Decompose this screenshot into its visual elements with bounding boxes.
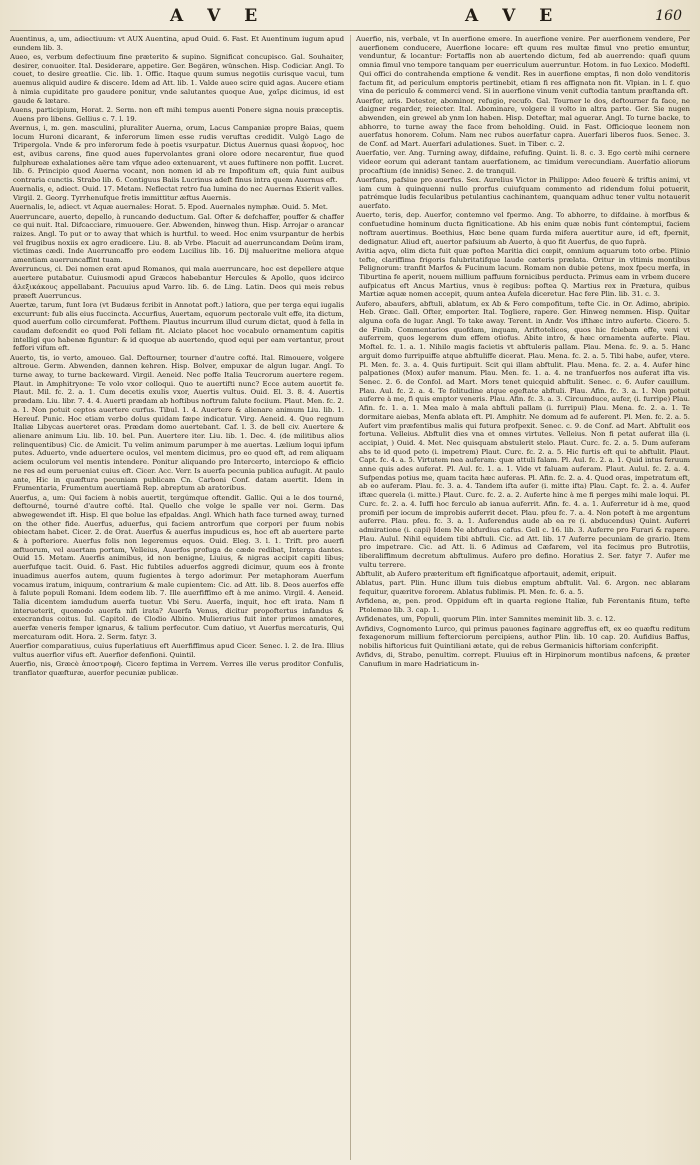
- dictionary-entry: Ablatus, part. Plin. Hunc illum tuis diebus emptum abftulit. Val. 6. Argon. nec ablaram fequitur, quæritve fororem. Ablatus fublimis. Pl. Men. fc. 6. a. 5.: [356, 579, 690, 597]
- dictionary-entry: Abftulit, ab Aufero præteritum eft fignificatque afportauit, ademit, eripuit.: [356, 570, 617, 579]
- left-column: [10, 35, 344, 1160]
- dictionary-entry: Auens, participium, Horat. 2. Serm. non eft mihi tempus auenti Ponere signa nouis præceptis. Auens pro libens. Gellius c. 7. l. 19.: [10, 105, 344, 123]
- text-columns: [10, 35, 690, 1160]
- dictionary-entry: Avfidena, æ, pen. prod. Oppidum eft in quarta regione Italiæ, fub Ferentanis fitum, tefte Ptolemao lib. 3. cap. 1.: [356, 597, 690, 615]
- dictionary-entry: Auerto, teris, dep. Auerfor, contemno vel fpermo. Ang. To abhorre, to difdaine. à morfbus & confuetudine hominum ducta figniticatione. Ab his enim quæ nobis funt cóntemptui, faciem noftram auertimus. Boethius, Hæc bene quam furda mifera auertitur aure, id eft, fpernit, dedignatur. Aliud eft, auertor pafsiuum ab Auerto, à quo fit Auerfus, de quo fuprà.: [356, 211, 690, 246]
- dictionary-entry: Auerfus, a, um: Qui faciem à nobis auertit, tergúmque oftendit. Gallic. Qui a le dos tourné, deftourné, tourné d'autre cofté. Ital. Quello che volge le spalle ver noi. Germ. Das abwegewendet ift. Hisp. El que bolue las efpaldas. Angl. Which hath face turned away, turned on the other fide. Auerfus, aduerfus, qui faciem antrorfum que corpori per fuum nobis obiectam habet. Cicer. 2. de Orat. Auerfus & auerfus impudicus es, hoc eft ab auertere parte & à pofteriore. Auerfus folis non legeremus equos. Ouid. Eleg. 3. l. 1. Trift. pro auerfi æftuorum, vel auertam portam, Velleius, Auerfos profuga de cæde redibat, Interga dantes. Ouid 15. Metam. Auerfis animibus, id non benigne, Liuius, & nigras accipit capiti libus; auerfufque tacit. Ouid. 6. Fast. Hic fubtiles aduerfos aggredi dicimur, quum eos à fronte inuadimus auerfos autem, quum fugientes à tergo adorimur. Per metaphoram Auerfum vocamus iratum, iniquum, contrarium & male cupientem: Cic. ad Att. lib. 8. Deos auerfos effe à falute populi Romani. Idem eodem lib. 7. Ille auerfiffimo eft à me animo. Virgil. 4. Aeneid. Talia dicentem iamdudum auerfa tuetur. Vbi Seru. Auerfa, inquit, hoc eft irata. Nam fi interueterit, quomodo auerfa nifi irata? Auerfa Venus, dicitur propoftertus infandus & execrandus coitus. Iul. Capitol. de Clodio Albino. Mulierarius fuit inter primos amatores, auerfæ veneris femper ignarus, & talium perfecutor. Cum datiuo, vt Auerfus mercaturis, Qui mercaturam odit. Hora. 2. Serm. fatyr. 3.: [10, 493, 344, 641]
- dictionary-entry: Avitia aqva, olim dicta fuit quæ poftea Maritia dici cœpit, omnium aquarum toto orbe. Plinio tefte, clariffima frigoris falubritatifque laude cæteris prælata. Oritur in vltimis montibus Pelignorum: tranfit Marfos & Fucinum lacum. Romam non dubie petens, mox fpecu merfa, in Tiburtina fe aperit, nouem millium paffuum fornicibus perducta. Primus eam in vrbem ducere aufpicatus eft Ancus Martius, vnus è regibus: poftea Q. Martius rex in Prætura, quibus Martiæ aquæ nomen accepit, quum antea Aufela diceretur. Hac fere Plin. lib. 31. c. 3.: [356, 246, 690, 299]
- dictionary-entry: Auerfior comparatiuus, cuius fuperlatiuus eft Auerfiffimus apud Cicer. Senec. l. 2. de Ira. Illius vultus auerfior vifus eft. Auerfior defenfioni. Quintil.: [10, 642, 344, 659]
- dictionary-entry: Auerruncare, auerto, depello, à runcando deductum. Gal. Ofter & defchaffer, pouffer & chaffer ce qui nuit. Ital. Difcacciare, rimuouere. Ger. Abwenden, hinweg thun. Hisp. Arrojar o arancar raizes. Angl. To put or to away that which is hurtful. to weed. Hoc enim vsurpantur de herbis vel frugibus noxiis ex agro eradicere. Liu. 8. ab Vrbe. Placuit ad auerruncandam Deûm iram, victimas cædi. Inde Auerruncaffo pro eodem Lucilius lib. 16. Dij malueritne meliora atque amentiam auerruncaffint tuam.: [10, 212, 344, 265]
- running-head-right: A V E: [465, 6, 562, 26]
- dictionary-entry: Auerfio, nis, verbale, vt In auerfione emere. In auerfione venire. Per auerfionem vendere, Per auerfionem conducere, Auerfione locare: eft quum res multæ fimul vno pretio emuntur, venduntur, & locantur: Fortaffis non ab auertendo dictum, fed ab auerrendo: quafi quum omnia fimul vno tempore tanquam per euerriculum auerruntur. Hotom. in fuo Lexico. Modeftl. Qui offici do contrahenda emptione & vendit. Res in auerfione emptas, fi non dolo venditoris factum fit, ad periculum emptoris pertinebit, etiam fi res affignata non fit. Vlpian. in l. f. quo vina de periculo & commerci vend. Si in auerfione vinum venit cuftodia tantum præftanda eft.: [356, 35, 690, 96]
- dictionary-entry: Auerfio, nis, Græcè ἀποστροφὴ. Cicero feptima in Verrem. Verres ille verus proditor Confulis, tranflator quæfturæ, auerfor pecuniæ publicæ.: [10, 660, 344, 677]
- dictionary-entry: Auentinus, a, um, adiectiuum: vt AUX Auentina, apud Ouid. 6. Fast. Et Auentinum iugum apud eundem lib. 3.: [10, 35, 344, 52]
- page-number: 160: [655, 8, 682, 24]
- running-head-left: A V E: [170, 6, 267, 26]
- dictionary-entry: Avfidivs, Cognomento Lurco, qui primus pauones faginare aggreffus eft, ex eo quæftu reditum fexagenorum millium fefterciorum percipiens, author Plin. lib. 10 cap. 20. Aufidius Baffus, nobilis hiftoricus fuit Quintiliani ætate, qui de rebus Germanicis hiftoriam confcripfit.: [356, 624, 690, 651]
- column-divider: [350, 35, 351, 1160]
- dictionary-entry: Auernalis, le, adiect. vt Aquæ auernales: Horat. 5. Epod. Auernales nymphæ. Ouid. 5. Met.: [10, 203, 328, 212]
- dictionary-entry: Avernus, i, m. gen. masculini, pluraliter Auerna, orum, Lacus Campaniæ propre Baias, quem locum Huroni dicarant, & inferorum limen esse rudis veruftas credidit. Vulgò Lago de Tripergola. Vnde & pro inferorum fede à poetis vsurpatur. Dictus Auernus quasi ἄορνος, hoc est, avibus carens, fine quod aues fupervolantes grani olore odore necarentur, fiue quod fulphureæ exhalationes aëre tam vfque adeo extenuarent, vt aues fuftinere non poffit. Lucret. lib. 6. Principio quod Auerna vocant, non nomen id ab re Impofitum eft, quia funt auibus contraria cunctis. Strabo lib. 6. Contiguus Baiis Lucrinus adeft finus intra quem Auernus eft.: [10, 123, 344, 185]
- dictionary-entry: Avfidenates, um, Populi, quorum Plin. inter Samnites meminit lib. 3. c. 12.: [356, 615, 616, 624]
- dictionary-entry: Auertæ, tarum, funt Iora (vt Budæus fcribit in Annotat poft.) latiora, que per terga equi iugalis excurrunt: fub alis eius fuccincta. Accurfius, Auertam, equorum pectorale vult effe, ita dictum, quod auerfum collo circumferat. Pofthem. Plautus incurrum illud curum dictat, quod à fella in caudam defcendit eo quod Poli fellam fit. Alciato placet hoc vocabulo ornamentum capitis intelligi quo habenæ figuntur: & id quoque ab auertendo, quod equi per eam vertantur, prout feffori vifum eft.: [10, 300, 344, 353]
- dictionary-entry: Averruncus, ci. Dei nomen erat apud Romanos, qui mala auerruncare, hoc est depellere atque auertere putabatur. Cuiusmodi apud Græcos habebantur Hercules & Apollo, quos idcirco ἀλεξικάκους appellabant. Pacuuius apud Varro. lib. 6. de Ling. Latin. Deos qui meis rebus præeft Auerruncus.: [10, 265, 344, 300]
- dictionary-entry: Auerfans, pafsiue pro auerfus. Sex. Aurelius Victor in Philippo: Adeo feuerè & triftis animi, vt iam cum à quinquenni nullo prorfus cuiufquam commento ad ridendum folui potuerit, patrémque ludis fecularibus petulantius cachinantem, quanquam adhuc tener vultu notauerit auerfato.: [356, 176, 690, 211]
- dictionary-entry: Auernalis, e, adiect. Ouid. 17. Metam. Neflectat retro fua lumina do nec Auernas Exierit valles. Virgil. 2. Georg. Tyrrhenufque fretis immittitur æftus Auernis.: [10, 185, 344, 203]
- dictionary-entry: Auerfatio, ver. Ang. Turning away, difdaine, refufing. Quint. li. 8. c. 3. Ego certè mihi cernere videor eorum qui aderant tantam auerfationem, ac timidum verecundiam. Auerfatio aliorum procaftium (de innidis) Senec. 2. de tranquil.: [356, 149, 690, 175]
- page-header: [10, 6, 690, 31]
- dictionary-entry: Auerto, tis, io verto, amoueo. Gal. Deftourner, tourner d'autre cofté. Ital. Rimouere, volgere altroue. Germ. Abwenden, dannen kehren. Hisp. Bolver, empuxar de algun lugar. Angl. To turne away, to turne backeward. Virgil. Aeneid. Nec poffe Italia Teucrorum auertere regem. Plaut. in Amphitryone: Te volo vxor colloqui. Quo te auertifti nunc? Ecce autem auortit fe. Plaut. Mil. fc. 2. a. 1. Cum decetis exulis vxor, Auertis vultus. Ouid. El. 3. 8. 4. Auertis prædam. Liu. libr. 7. 4. 4. Auerti prædam ab hoftibus noftrum falute fociium. Plaut. Men. fc. 2. a. 1. Non potuit ceptos auertere curfus. Tibul. 1. 4. Auertere & alienare animum Liu. lib. 1. Hereuf. Punic. Hoc etiam verbo dolus quidam fæpe indicatur. Virg. Aeneid. 4. Quo regnum Italiæ Libycas auerteret oras. Prædam domo auertebant. Caf. l. 3. de bell civ. Auertere & alienare animum Liu. lib. 10. bel. Pun. Auertere iter. Liu. lib. 1. Dec. 4. (de militibus alios relinquentibus) Cic. de Amicit. Tu velim animum parumper à me auertas. Lælium loqui ipfum putes. Aduerto, vnde aduertere oculos, vel mentem dicimus, pro eo quod eft, ad rem aliquam aciem oculorum vel mentis intendere. Ponitur aliquando pro Intercerto, interciopo & efficio ne res ad eum perueniat cuius eft. Cicer. Acc. Verr. Is auerfa pecunia publica aufugit. At paulo ante, Hic in quæftura pecuniam publicam Cn. Carboni Conf. datam auertit. Idem in Frumentaria, Frumentum auertiamâ Rep. abreptum ab aratoribus.: [10, 353, 344, 493]
- dictionary-entry: Aufero, abaufers, abftuli, ablatum, ex Ab & Fero compofitum, tefte Cic. in Or. Adimo, abripio. Heb. Græc. Gall. Ofter, emporter. Ital. Togliere, rapere. Ger. Hinweg nemmen. Hisp. Quitar alguna cofa de lugar. Angl. To take away. Terent. in Andr. Vos ifthæc intro auferte. Cicero. 5. de Finib. Commentarios quofdam, inquam, Ariftotelicos, quos hic fciebam effe, veni vt auferrem, quos legerem dum effem otiofus. Abite intro, & hæc ornamenta auferte. Plau. Moftel. fc. 1. a. 1. Nihilo magis facietis vt abftuleris pallam. Plau. Mena. fc. 9. a. 5. Hanc arguit domo furripuiffe atque abftuliffe dicerat. Plau. Mena. fc. 2. a. 5. Tibi habe, aufer, vtere. Pl. Men. fc. 3. a. 4. Quis furtipuit. Scit qui illam abftulit. Plau. Mena. fc. 2. a. 4. Aufer hinc palpationes (Mox) aufer manum. Plau. Men. fc. 1. a. 4. ne tranfuerfos nos auferat ifta vis. Senec. 2. 6. de Confol. ad Mart. Mors tenet quicquid abftulit. Senec. c. 6. Aufer cauillum. Plau. Aul. fc. 2. a. 4. Te folitudine atque egeftate abftuli. Plau. Afin. fc. 3. a. 1. Non potuit auferre à me, fi quis emptor veneris. Plau. Afin. fc. 3. a. 3. Circumduce, aufer, (i. furripe) Plau. Afin. fc. 1. a. 1. Mea malo à mala abftuli pallam (i. furripui) Plau. Mena. fc. 2. a. 1. Te dormitare aiebas, Menfa ablata eft. Pl. Amphitr. Ne domum ad fe auferent. Pl. Men. fc. 2. a. 5. Aufert vim præfentibus malis qui futura profpexit. Senec. c. 9. de Conf. ad Mart. Abftulit eos fortuna. Velleius. Abftulit dies vna et omnes virtutes. Velleius. Non fi petat auferat illa (i. accipiat, ) Ouid. 4. Met. Nec quisquam abstulerit stelo. Plaut. Curc. fc. 2. a. 5. Dum auferam abs te id quod peto (i. impetrem) Plaut. Curc. fc. 2. a. 5. Hic furtis eft qui te abftulit. Plaut. Capt. fc. 4. a. 5. Virtutem nea auferam: quæ attuli falam. Pl. Aul. fc. 2. a. 1. Quid intus feruum anne quis ades auferat. Pl. Aul. fc. 1. a. 1. Vide vt faluam auferam. Plaut. Aulul. fc. 2. a. 4. Sufpendas potius me, quam tacita hæc auferas. Pl. Afin. fc. 2. a. 4. Quod oras, impetratum eft, ab eo auferam. Plau. fc. 3. a. 4. Tandem ifta aufer (i. mitte ifta) Plau. Capt. fc. 2. a. 4. Aufer iftæc querela (i. mitte.) Plaut. Curc. fc. 2. a. 2. Auferte hinc à me fi perges mihi male loqui. Pl. Curc. fc. 2. a. 4. Iuffi hoc ferculo ab ianua auferrit. Afin. fc. 4. a. 1. Auferretur id à me, quod promifi per iocum de improbis auferrit decet. Plau. pfeu fc. 7. a. 4. Non poteft à me argentum auferre. Plau. pfeu. fc. 3. a. 1. Auferendus aude ab ea re (i. abducendus) Quint. Auferri admiratione (i. capi) Idem Ne abfurdius cafus. Gell c. 16. lib. 3. Auferre pro Furari & rapere. Plau. Aulul. Nihil equidem tibi abftuli. Cic. ad Att. lib. 17 Auferre pecuniam de grario. Item pro impetrare. Cic. ad Att. li. 6 Adimus ad Cæfarem, vel ita fecimus pro Butrotiis, liberaliffimum decretum abftulimus. Aufero pro defino. Horatius 2. Ser. fatyr 7. Aufer me vultu terrere.: [356, 299, 690, 569]
- right-column: [356, 35, 690, 1160]
- dictionary-entry: Avfidvs, di, Strabo, penultim. corrept. Fluuius eft in Hirpinorum montibus nafcens, & præter Canufium in mare Hadriaticum in-: [356, 651, 690, 669]
- dictionary-entry: Aueo, es, verbum defectiuum fine præterito & supino. Significat concupisco. Gal. Souhaiter, desirer, conuoiter. Ital. Desiderare, appetire. Ger. Begären, wünschen. Hisp. Codiciar. Angl. To couet, to desire greatlie. Cic. lib. 1. Offic. Itaque quum sumus negotiis curisque vacui, tum auemus aliquid audire & discere. Idem ad Att. lib. 1. Valde aueo scire quid agas. Aucere etiam à nimia cupiditate pro gaudere ponitur, vnde salutantes quoque Aue, χαῖρε dicimus, id est gaude & lætare.: [10, 53, 344, 105]
- dictionary-entry: Auerfor, aris. Detestor, abominor, refugio, recufo. Gal. Tourner le dos, deftourner fa face, ne daigner regarder, reiecter. Ital. Abominare, volgere il volto in altra parte. Ger. Sie nugen abwenden, ein grewel ab ynm lon haben. Hisp. Deteftar, mal aguerar. Angl. To turne backe, to abhorre, to turne away the face from beholding. Ouid. in Fast. Officioque leonem non auerfatus honorem. Colum. Nam nec rubos auerfatur capra. Auerfari liberos fuos. Senec. 3. de Conf. ad Mart. Auerfari adulationes. Suet. in Tiber. c. 2.: [356, 96, 690, 149]
